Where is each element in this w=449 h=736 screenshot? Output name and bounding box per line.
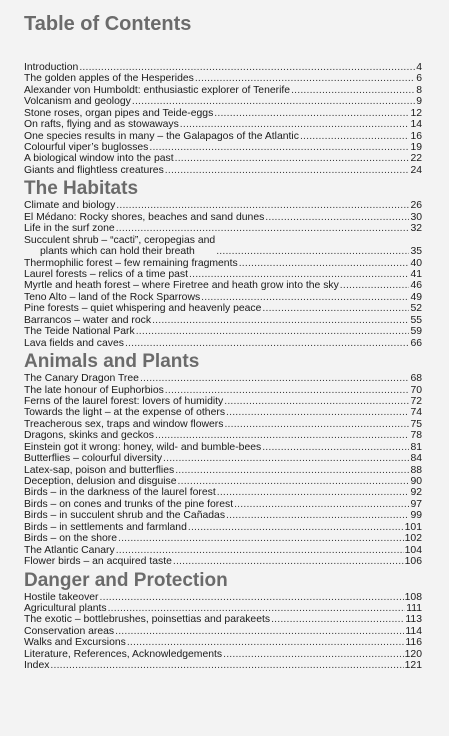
page-number: 74	[410, 407, 422, 419]
page-number: 8	[416, 84, 422, 96]
dot-leader	[239, 258, 410, 269]
toc-entry[interactable]	[24, 419, 422, 430]
dot-leader	[132, 96, 415, 107]
toc-entry-title: The late honour of Euphorbios	[24, 384, 164, 396]
toc-entry[interactable]	[24, 235, 422, 258]
toc-entry-title: Life in the surf zone	[24, 223, 115, 235]
toc-entry-title: The Teide National Park	[24, 326, 135, 338]
toc-entry[interactable]	[24, 131, 422, 142]
toc-entry-label	[24, 292, 200, 303]
toc-entry-label	[24, 499, 233, 510]
toc-entry-label	[24, 660, 49, 671]
dot-leader	[140, 373, 410, 384]
dot-leader	[152, 315, 409, 326]
toc-entry[interactable]	[24, 223, 422, 234]
page-number: 26	[410, 200, 422, 212]
dot-leader	[226, 407, 409, 418]
toc-entry-title: Flower birds – an acquired taste	[24, 556, 172, 568]
toc-entry-label	[24, 465, 174, 476]
page-number: 19	[410, 142, 422, 154]
dot-leader	[108, 603, 406, 614]
toc-entry-title: On rafts, flying and as stowaways	[24, 119, 179, 131]
dot-leader	[195, 73, 415, 84]
toc-list	[24, 373, 422, 567]
toc-entry[interactable]	[24, 212, 422, 223]
toc-entry-label	[24, 556, 172, 567]
toc-entry-title: Birds – in succulent shrub and the Cañadas	[24, 510, 226, 522]
toc-entry-label	[24, 545, 115, 556]
dot-leader	[224, 396, 409, 407]
page-number: 24	[410, 164, 422, 176]
page-number: 72	[410, 395, 422, 407]
toc-entry-label	[24, 407, 225, 418]
toc-entry-label	[24, 476, 177, 487]
page-number: 66	[410, 337, 422, 349]
toc-entry-title: Agricultural plants	[24, 602, 107, 614]
toc-entry[interactable]	[24, 373, 422, 384]
toc-entry-title: Birds – in settlements and farmland	[24, 521, 187, 533]
toc-entry[interactable]	[24, 453, 422, 464]
dot-leader	[136, 326, 410, 337]
toc-entry-label	[24, 396, 223, 407]
toc-list	[24, 62, 422, 176]
toc-entry[interactable]	[24, 442, 422, 453]
toc-entry-title: Hostile takeover	[24, 591, 99, 603]
toc-entry-title: Climate and biology	[24, 200, 116, 212]
toc-entry-label	[24, 442, 261, 453]
page-number: 101	[404, 521, 422, 533]
toc-entry-title: The Atlantic Canary	[24, 544, 115, 556]
dot-leader	[214, 108, 409, 119]
toc-entry-title: Literature, References, Acknowledgements	[24, 648, 223, 660]
dot-leader	[180, 119, 410, 130]
toc-entry-label	[24, 385, 164, 396]
page-number: 97	[410, 498, 422, 510]
toc-entry-title: Alexander von Humboldt: enthusiastic explorer of Tenerife	[24, 84, 291, 96]
toc-entry[interactable]	[24, 269, 422, 280]
dot-leader	[165, 385, 410, 396]
toc-entry[interactable]	[24, 385, 422, 396]
page-number: 22	[410, 153, 422, 165]
toc-entry-title-continued: plants which can hold their breath	[40, 246, 195, 258]
page-number: 68	[410, 373, 422, 385]
toc-entry-title: Ferns of the laurel forest: lovers of humidity	[24, 395, 224, 407]
toc-entry-title: Myrtle and heath forest – where Firetree and heath grow into the sky	[24, 280, 339, 292]
toc-entry-label	[24, 338, 124, 349]
toc-entry[interactable]	[24, 85, 422, 96]
dot-leader	[265, 212, 409, 223]
page-number: 70	[410, 384, 422, 396]
toc-entry-title: Giants and flightless creatures	[24, 164, 164, 176]
toc-entry[interactable]	[24, 626, 422, 637]
page-number: 75	[410, 418, 422, 430]
dot-leader	[216, 246, 409, 257]
dot-leader	[291, 85, 415, 96]
dot-leader	[271, 614, 404, 625]
toc-entry[interactable]	[24, 315, 422, 326]
page-number: 78	[410, 430, 422, 442]
toc-entry[interactable]	[24, 154, 422, 165]
toc-entry-title: Birds – in the darkness of the laurel forest	[24, 487, 216, 499]
dot-leader	[223, 649, 404, 660]
dot-leader	[217, 487, 410, 498]
toc-entry-title: Butterflies – colourful diversity	[24, 453, 163, 465]
toc-entry-label	[24, 303, 261, 314]
dot-leader	[189, 269, 409, 280]
page-number: 84	[410, 453, 422, 465]
toc-entry[interactable]	[24, 649, 422, 660]
toc-entry-label	[24, 200, 115, 211]
toc-entry-title: Lava fields and caves	[24, 337, 124, 349]
toc-entry-title: Conservation areas	[24, 625, 115, 637]
toc-entry-label	[24, 108, 213, 119]
page-number: 49	[410, 291, 422, 303]
page-number: 4	[416, 61, 422, 73]
toc-entry[interactable]	[24, 396, 422, 407]
toc-entry-title: Walks and Excursions	[24, 637, 126, 649]
toc-entry-label	[24, 62, 78, 73]
dot-leader	[116, 545, 404, 556]
page-number: 6	[416, 73, 422, 85]
toc-entry-title: Succulent shrub – “cacti”, ceropegias and	[24, 234, 216, 246]
toc-entry-label	[24, 649, 222, 660]
toc-entry[interactable]	[24, 430, 422, 441]
section-heading: Animals and Plants	[24, 351, 200, 373]
toc-entry-label	[24, 533, 117, 544]
toc-entry[interactable]	[24, 592, 422, 603]
toc-entry-label	[24, 269, 188, 280]
toc-entry-title: Dragons, skinks and geckos	[24, 430, 154, 442]
toc-entry-title: Einstein got it wrong: honey, wild- and bumble-bees	[24, 441, 262, 453]
toc-entry[interactable]	[24, 280, 422, 291]
toc-entry-label	[24, 131, 299, 142]
toc-entry-title: Birds – on the shore	[24, 533, 117, 545]
toc-entry-label	[24, 592, 99, 603]
toc-entry-title: The exotic – bottlebrushes, poinsettias and parakeets	[24, 614, 271, 626]
dot-leader	[201, 292, 409, 303]
toc-entry-label	[24, 419, 223, 430]
dot-leader	[340, 280, 410, 291]
toc-entry[interactable]	[24, 487, 422, 498]
dot-leader	[116, 200, 409, 211]
toc-entry-label	[24, 258, 238, 269]
toc-entry-label	[24, 153, 174, 164]
toc-entry-title: Laurel forests – relics of a time past	[24, 269, 189, 280]
toc-entry-title: One species results in many – the Galapagos of the Atlantic	[24, 130, 299, 142]
toc-entry[interactable]	[24, 62, 422, 73]
toc-entry[interactable]	[24, 556, 422, 567]
dot-leader	[262, 303, 409, 314]
dot-leader	[226, 510, 409, 521]
toc-entry-label	[24, 280, 339, 291]
toc-entry[interactable]	[24, 637, 422, 648]
toc-entry-title: Teno Alto – land of the Rock Sparrows	[24, 291, 201, 303]
toc-entry[interactable]	[24, 303, 422, 314]
dot-leader	[165, 165, 410, 176]
dot-leader	[188, 522, 404, 533]
page-number: 90	[410, 476, 422, 487]
toc-entry[interactable]	[24, 108, 422, 119]
toc-entry-title: Pine forests – quiet whispering and heavenly peace	[24, 303, 262, 315]
page-number: 114	[405, 625, 422, 637]
page-number: 30	[410, 211, 422, 223]
toc-entry-label	[24, 212, 264, 223]
toc-entry-label	[24, 235, 215, 258]
page-number: 59	[410, 326, 422, 338]
toc-entry-label	[24, 96, 131, 107]
toc-entry-title: Stone roses, organ pipes and Teide-eggs	[24, 107, 214, 119]
dot-leader	[115, 626, 404, 637]
toc-entry[interactable]	[24, 522, 422, 533]
toc-entry-label	[24, 522, 187, 533]
toc-entry-label	[24, 614, 270, 625]
toc-body	[24, 62, 422, 672]
page-number: 14	[410, 119, 422, 131]
page-number: 106	[404, 556, 422, 568]
page-number: 102	[404, 533, 422, 545]
toc-entry-label	[24, 487, 216, 498]
page-number: 9	[416, 96, 422, 108]
toc-entry[interactable]	[24, 292, 422, 303]
toc-entry[interactable]	[24, 614, 422, 625]
dot-leader	[163, 453, 409, 464]
toc-entry-label	[24, 223, 115, 234]
toc-entry[interactable]	[24, 96, 422, 107]
toc-entry[interactable]	[24, 545, 422, 556]
page-number: 111	[406, 602, 422, 614]
page-number: 120	[404, 648, 422, 660]
toc-entry-title: Deception, delusion and disguise	[24, 476, 177, 487]
dot-leader	[79, 62, 415, 73]
toc-entry[interactable]	[24, 165, 422, 176]
dot-leader	[262, 442, 409, 453]
toc-entry[interactable]	[24, 73, 422, 84]
dot-leader	[234, 499, 409, 510]
toc-entry-label	[24, 603, 107, 614]
toc-entry-title: Introduction	[24, 61, 79, 73]
dot-leader	[175, 154, 410, 165]
toc-entry-label	[24, 510, 225, 521]
toc-entry[interactable]	[24, 499, 422, 510]
toc-entry-title: The Canary Dragon Tree	[24, 373, 139, 385]
toc-entry[interactable]	[24, 533, 422, 544]
page-number: 32	[410, 223, 422, 235]
dot-leader	[173, 556, 404, 567]
toc-entry-title: Treacherous sex, traps and window flowers	[24, 418, 224, 430]
dot-leader	[300, 131, 410, 142]
dot-leader	[127, 637, 405, 648]
dot-leader	[100, 592, 404, 603]
toc-entry-title: Volcanism and geology	[24, 96, 131, 108]
page-number: 81	[410, 441, 422, 453]
page-number: 35	[410, 246, 422, 258]
page-number: 121	[404, 660, 422, 672]
toc-list	[24, 592, 422, 672]
toc-entry[interactable]	[24, 476, 422, 487]
section-heading: Danger and Protection	[24, 569, 228, 591]
page-title: Table of Contents	[24, 13, 192, 35]
dot-leader	[175, 465, 409, 476]
dot-leader	[149, 142, 409, 153]
page-number: 16	[410, 130, 422, 142]
toc-entry-title: Latex-sap, poison and butterflies	[24, 464, 175, 476]
toc-entry-label	[24, 373, 139, 384]
page-number: 12	[410, 107, 422, 119]
toc-entry[interactable]	[24, 407, 422, 418]
toc-entry[interactable]	[24, 119, 422, 130]
toc-entry[interactable]	[24, 660, 422, 671]
toc-entry-title: Thermophilic forest – few remaining fragments	[24, 257, 238, 269]
toc-entry-title: A biological window into the past	[24, 153, 174, 165]
toc-entry-title: The golden apples of the Hesperides	[24, 73, 194, 85]
toc-entry[interactable]	[24, 200, 422, 211]
dot-leader	[125, 338, 410, 349]
page-number: 113	[405, 614, 422, 626]
section-heading: The Habitats	[24, 178, 139, 200]
toc-entry-title: Barrancos – water and rock	[24, 314, 152, 326]
toc-entry-label	[24, 453, 162, 464]
toc-entry[interactable]	[24, 326, 422, 337]
toc-entry-label	[24, 119, 179, 130]
page-number: 41	[410, 269, 422, 280]
page-number: 40	[410, 257, 422, 269]
page-number: 104	[404, 544, 422, 556]
toc-entry-label	[24, 626, 114, 637]
page-number: 108	[404, 591, 422, 603]
toc-entry-title: Towards the light – at the expense of others	[24, 407, 226, 419]
toc-entry-title: Index	[24, 660, 50, 672]
page-number: 88	[410, 464, 422, 476]
toc-entry[interactable]	[24, 258, 422, 269]
page-number: 99	[410, 510, 422, 522]
toc-entry-label	[24, 637, 126, 648]
toc-entry[interactable]	[24, 142, 422, 153]
toc-entry-title: Birds – on cones and trunks of the pine forest	[24, 498, 234, 510]
dot-leader	[118, 533, 404, 544]
toc-entry[interactable]	[24, 465, 422, 476]
toc-list	[24, 200, 422, 349]
toc-entry-label	[24, 326, 135, 337]
dot-leader	[116, 223, 410, 234]
toc-entry-label	[24, 85, 290, 96]
dot-leader	[50, 660, 403, 671]
page-number: 46	[410, 280, 422, 292]
toc-entry-label	[24, 165, 164, 176]
dot-leader	[155, 430, 409, 441]
toc-entry-label	[24, 430, 154, 441]
toc-entry[interactable]	[24, 603, 422, 614]
page-number: 55	[410, 314, 422, 326]
toc-entry-label	[24, 315, 151, 326]
page-number: 92	[410, 487, 422, 499]
toc-entry-label	[24, 73, 194, 84]
toc-entry-title: Colourful viper’s buglosses	[24, 142, 149, 154]
toc-entry-label	[24, 142, 148, 153]
toc-entry-title: El Médano: Rocky shores, beaches and sand dunes	[24, 211, 265, 223]
toc-entry[interactable]	[24, 510, 422, 521]
dot-leader	[224, 419, 409, 430]
toc-entry[interactable]	[24, 338, 422, 349]
dot-leader	[178, 476, 410, 487]
page-number: 116	[405, 637, 422, 649]
page-number: 52	[410, 303, 422, 315]
